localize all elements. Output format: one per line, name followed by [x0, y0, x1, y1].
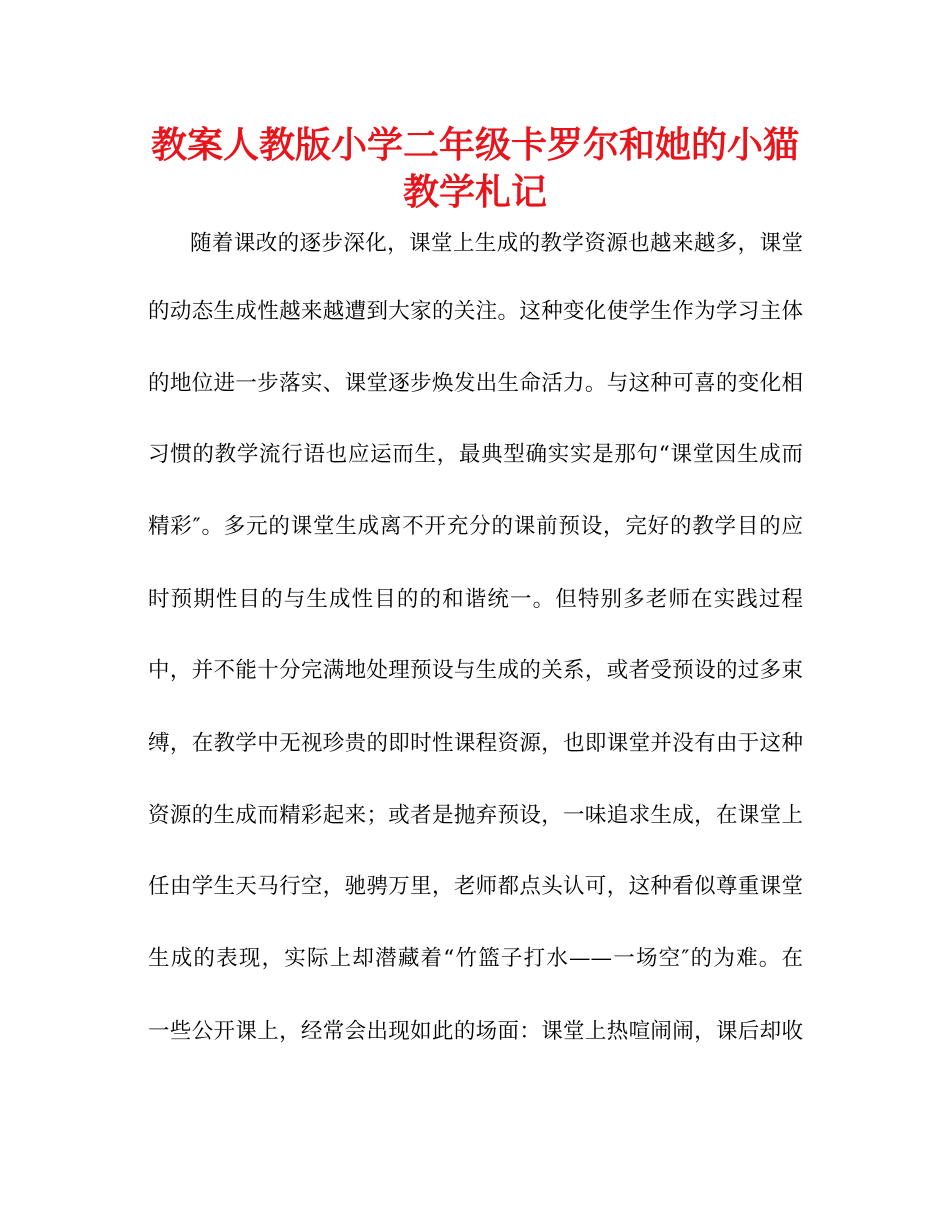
body-line-2: 的动态生成性越来越遭到大家的关注。这种变化使学生作为学习主体 — [148, 299, 803, 324]
body-line-8: 缚，在教学中无视珍贵的即时性课程资源，也即课堂并没有由于这种 — [148, 731, 803, 756]
body-line-9: 资源的生成而精彩起来；或者是抛弃预设，一味追求生成，在课堂上 — [148, 803, 803, 828]
body-line-4: 习惯的教学流行语也应运而生，最典型确实实是那句“课堂因生成而 — [148, 442, 803, 467]
document-title-line-1: 教案人教版小学二年级卡罗尔和她的小猫 — [150, 125, 799, 166]
body-line-3: 的地位进一步落实、课堂逐步焕发出生命活力。与这种可喜的变化相 — [148, 371, 803, 396]
body-line-1: 随着课改的逐步深化，课堂上生成的教学资源也越来越多，课堂 — [190, 231, 803, 256]
body-line-12: 一些公开课上，经常会出现如此的场面：课堂上热喧闹闹，课后却收 — [148, 1019, 803, 1044]
document-title-line-2: 教学札记 — [402, 172, 547, 213]
body-line-5: 精彩″。多元的课堂生成离不开充分的课前预设，完好的教学目的应 — [148, 514, 803, 539]
body-line-11: 生成的表现，实际上却潜藏着“竹篮子打水——一场空″的为难。在 — [148, 946, 803, 971]
body-line-6: 时预期性目的与生成性目的的和谐统一。但特别多老师在实践过程 — [148, 587, 803, 612]
body-line-7: 中，并不能十分完满地处理预设与生成的关系，或者受预设的过多束 — [148, 658, 803, 683]
body-line-10: 任由学生天马行空，驰骋万里，老师都点头认可，这种看似尊重课堂 — [148, 874, 803, 899]
